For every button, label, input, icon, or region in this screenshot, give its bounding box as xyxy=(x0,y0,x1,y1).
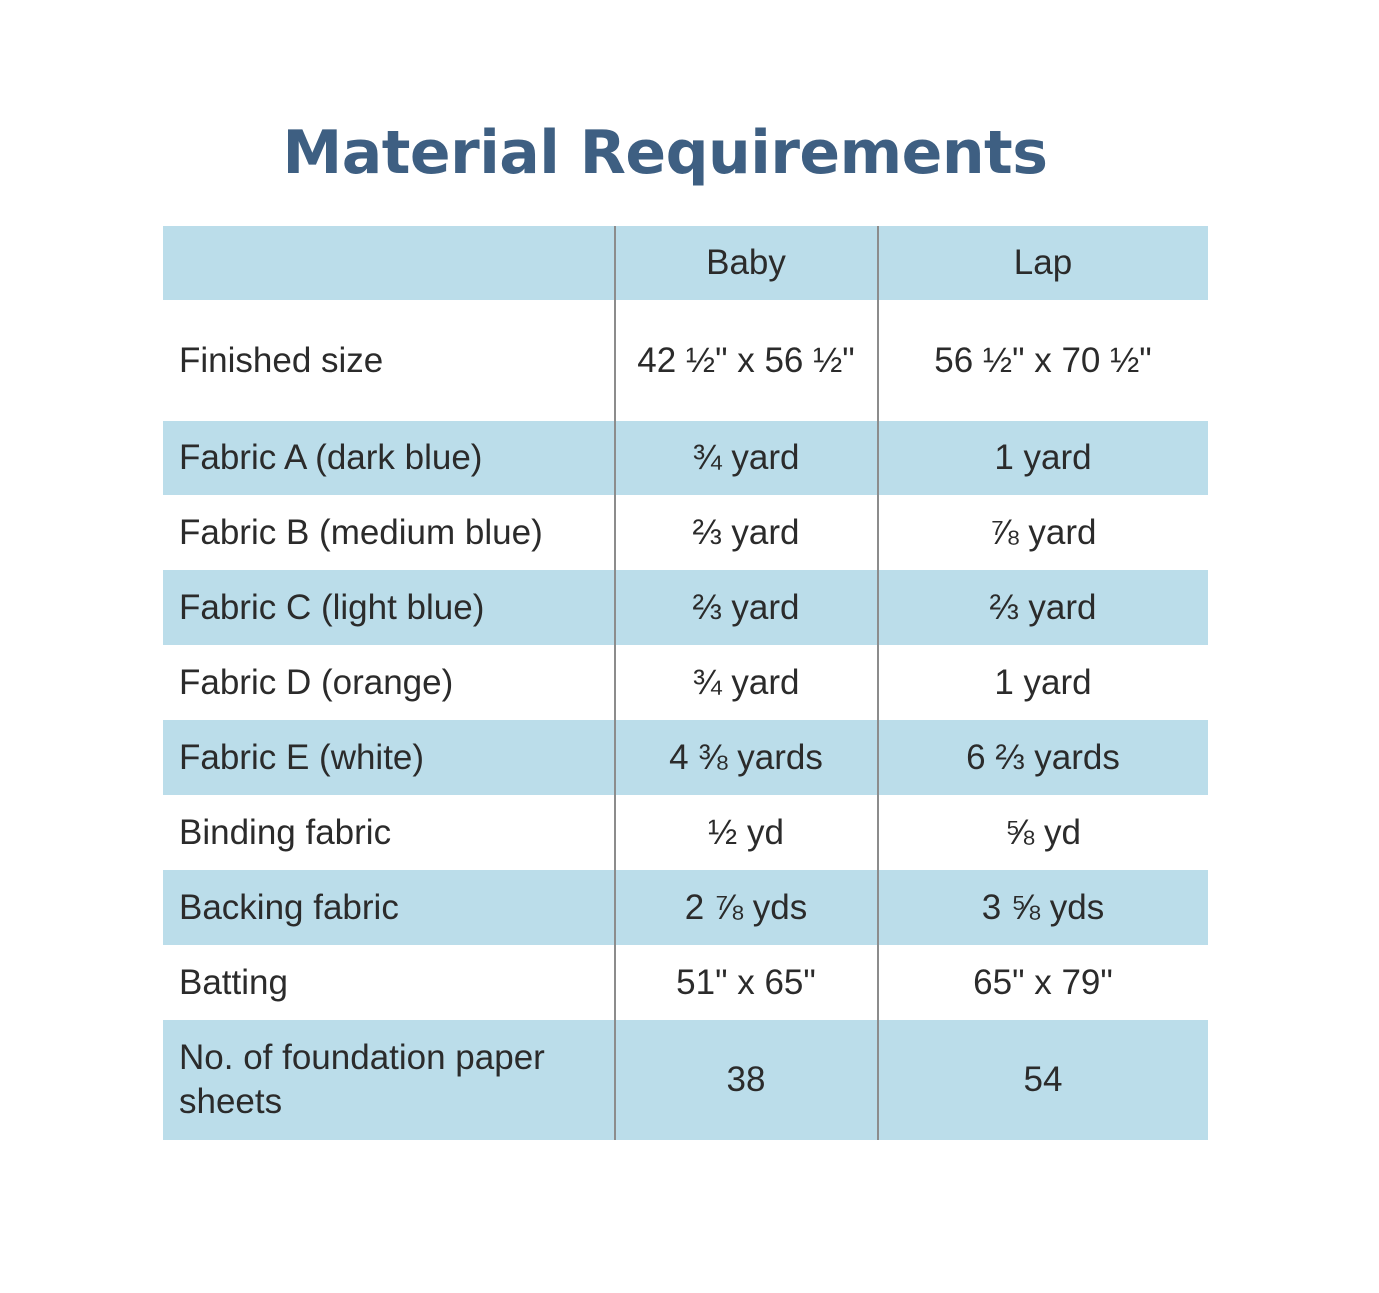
row-label: Batting xyxy=(179,962,288,1002)
material-requirements-table xyxy=(163,226,1208,1140)
table-row xyxy=(163,570,1208,645)
table-row xyxy=(163,495,1208,570)
row-label: Backing fabric xyxy=(179,887,399,927)
header-baby: Baby xyxy=(706,243,786,282)
baby-value: ¾ yard xyxy=(692,662,800,702)
table-row xyxy=(163,720,1208,795)
table-row xyxy=(163,300,1208,421)
baby-value: ½ yd xyxy=(708,812,784,852)
baby-value: ⅔ yard xyxy=(692,587,800,627)
lap-value: 1 yard xyxy=(994,438,1092,477)
row-label: Fabric A (dark blue) xyxy=(179,438,483,477)
row-label: Fabric E (white) xyxy=(179,737,425,777)
table-row xyxy=(163,1020,1208,1140)
row-label: No. of foundation paper sheets xyxy=(179,1038,545,1121)
lap-value: ⅝ yd xyxy=(1005,812,1081,852)
row-label: Fabric B (medium blue) xyxy=(179,512,543,552)
lap-value: 3 ⅝ yds xyxy=(981,887,1105,927)
baby-value: ¾ yard xyxy=(692,438,800,477)
baby-value: 38 xyxy=(726,1060,766,1099)
page-title: Material Requirements xyxy=(282,118,1048,188)
row-label: Fabric C (light blue) xyxy=(179,587,485,627)
baby-value: 2 ⅞ yds xyxy=(684,887,808,927)
table-row xyxy=(163,945,1208,1020)
lap-value: 54 xyxy=(1023,1060,1063,1099)
lap-value: 1 yard xyxy=(994,662,1092,702)
baby-value: 42 ½" x 56 ½" xyxy=(637,340,855,380)
table-row xyxy=(163,645,1208,720)
lap-value: 65" x 79" xyxy=(973,962,1113,1002)
table-row xyxy=(163,795,1208,870)
header-lap: Lap xyxy=(1013,243,1073,282)
lap-value: 6 ⅔ yards xyxy=(966,737,1120,777)
row-label: Finished size xyxy=(179,340,384,380)
table-row xyxy=(163,421,1208,495)
baby-value: ⅔ yard xyxy=(692,512,800,552)
baby-value: 4 ⅜ yards xyxy=(669,737,823,777)
lap-value: ⅞ yard xyxy=(989,512,1097,552)
row-label: Fabric D (orange) xyxy=(179,662,454,702)
lap-value: 56 ½" x 70 ½" xyxy=(934,340,1152,380)
lap-value: ⅔ yard xyxy=(989,587,1097,627)
baby-value: 51" x 65" xyxy=(676,962,816,1002)
column-divider-baby xyxy=(614,226,616,1140)
table-row xyxy=(163,870,1208,945)
column-divider-lap xyxy=(877,226,879,1140)
table-header-row xyxy=(163,226,1208,300)
row-label: Binding fabric xyxy=(179,812,392,852)
